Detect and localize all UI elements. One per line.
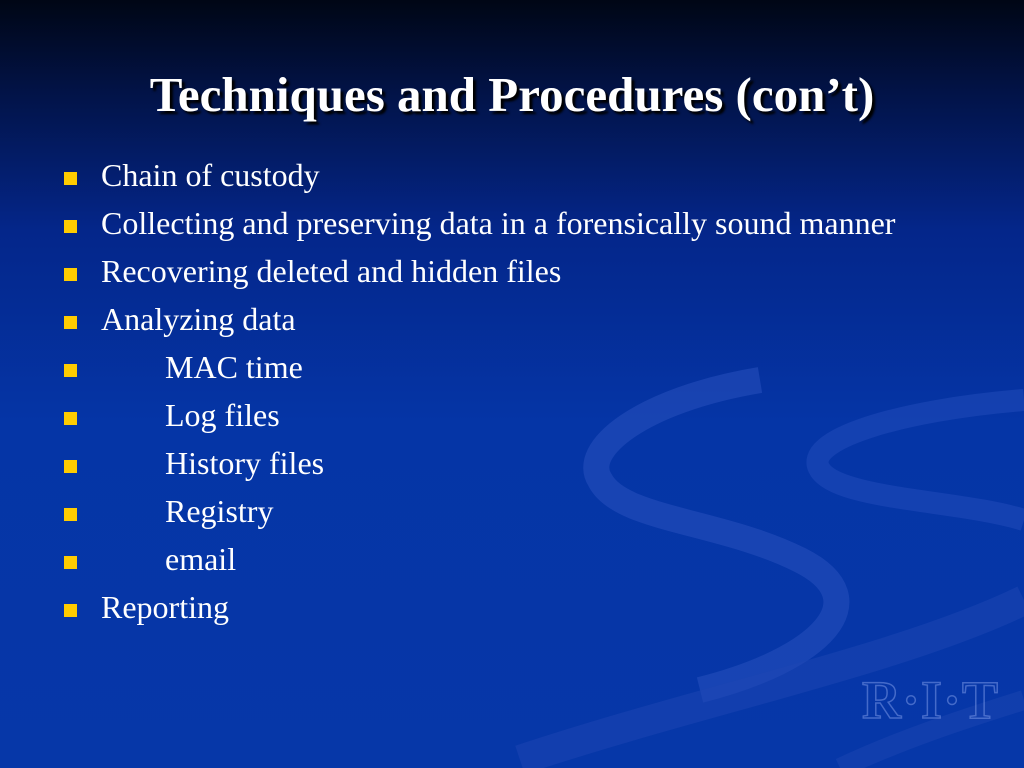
bullet-text: Log files <box>165 397 280 433</box>
list-item <box>64 396 964 435</box>
square-bullet-icon <box>64 316 77 329</box>
bullet-text: Reporting <box>101 589 229 625</box>
list-item <box>64 492 964 531</box>
bullet-text: Collecting and preserving data in a forensically sound manner <box>101 205 896 241</box>
list-item <box>64 444 964 483</box>
slide-title: Techniques and Procedures (con’t) <box>149 67 875 122</box>
bullet-text: Recovering deleted and hidden files <box>101 253 562 289</box>
list-item <box>64 540 964 579</box>
rit-watermark-logo: R·I·T <box>862 670 1000 730</box>
list-item <box>64 588 964 627</box>
bullet-text: Analyzing data <box>101 301 296 337</box>
list-item <box>64 204 964 243</box>
bullet-text: Registry <box>165 493 274 529</box>
square-bullet-icon <box>64 556 77 569</box>
list-item <box>64 348 964 387</box>
bullet-text: email <box>165 541 237 577</box>
square-bullet-icon <box>64 364 77 377</box>
list-item <box>64 300 964 339</box>
square-bullet-icon <box>64 220 77 233</box>
square-bullet-icon <box>64 460 77 473</box>
bullet-text: Chain of custody <box>101 157 320 193</box>
list-item <box>64 252 964 291</box>
bullet-text: MAC time <box>165 349 303 385</box>
bullet-text: History files <box>165 445 325 481</box>
square-bullet-icon <box>64 412 77 425</box>
bullet-list <box>64 156 964 636</box>
square-bullet-icon <box>64 508 77 521</box>
square-bullet-icon <box>64 268 77 281</box>
square-bullet-icon <box>64 172 77 185</box>
list-item <box>64 156 964 195</box>
square-bullet-icon <box>64 604 77 617</box>
